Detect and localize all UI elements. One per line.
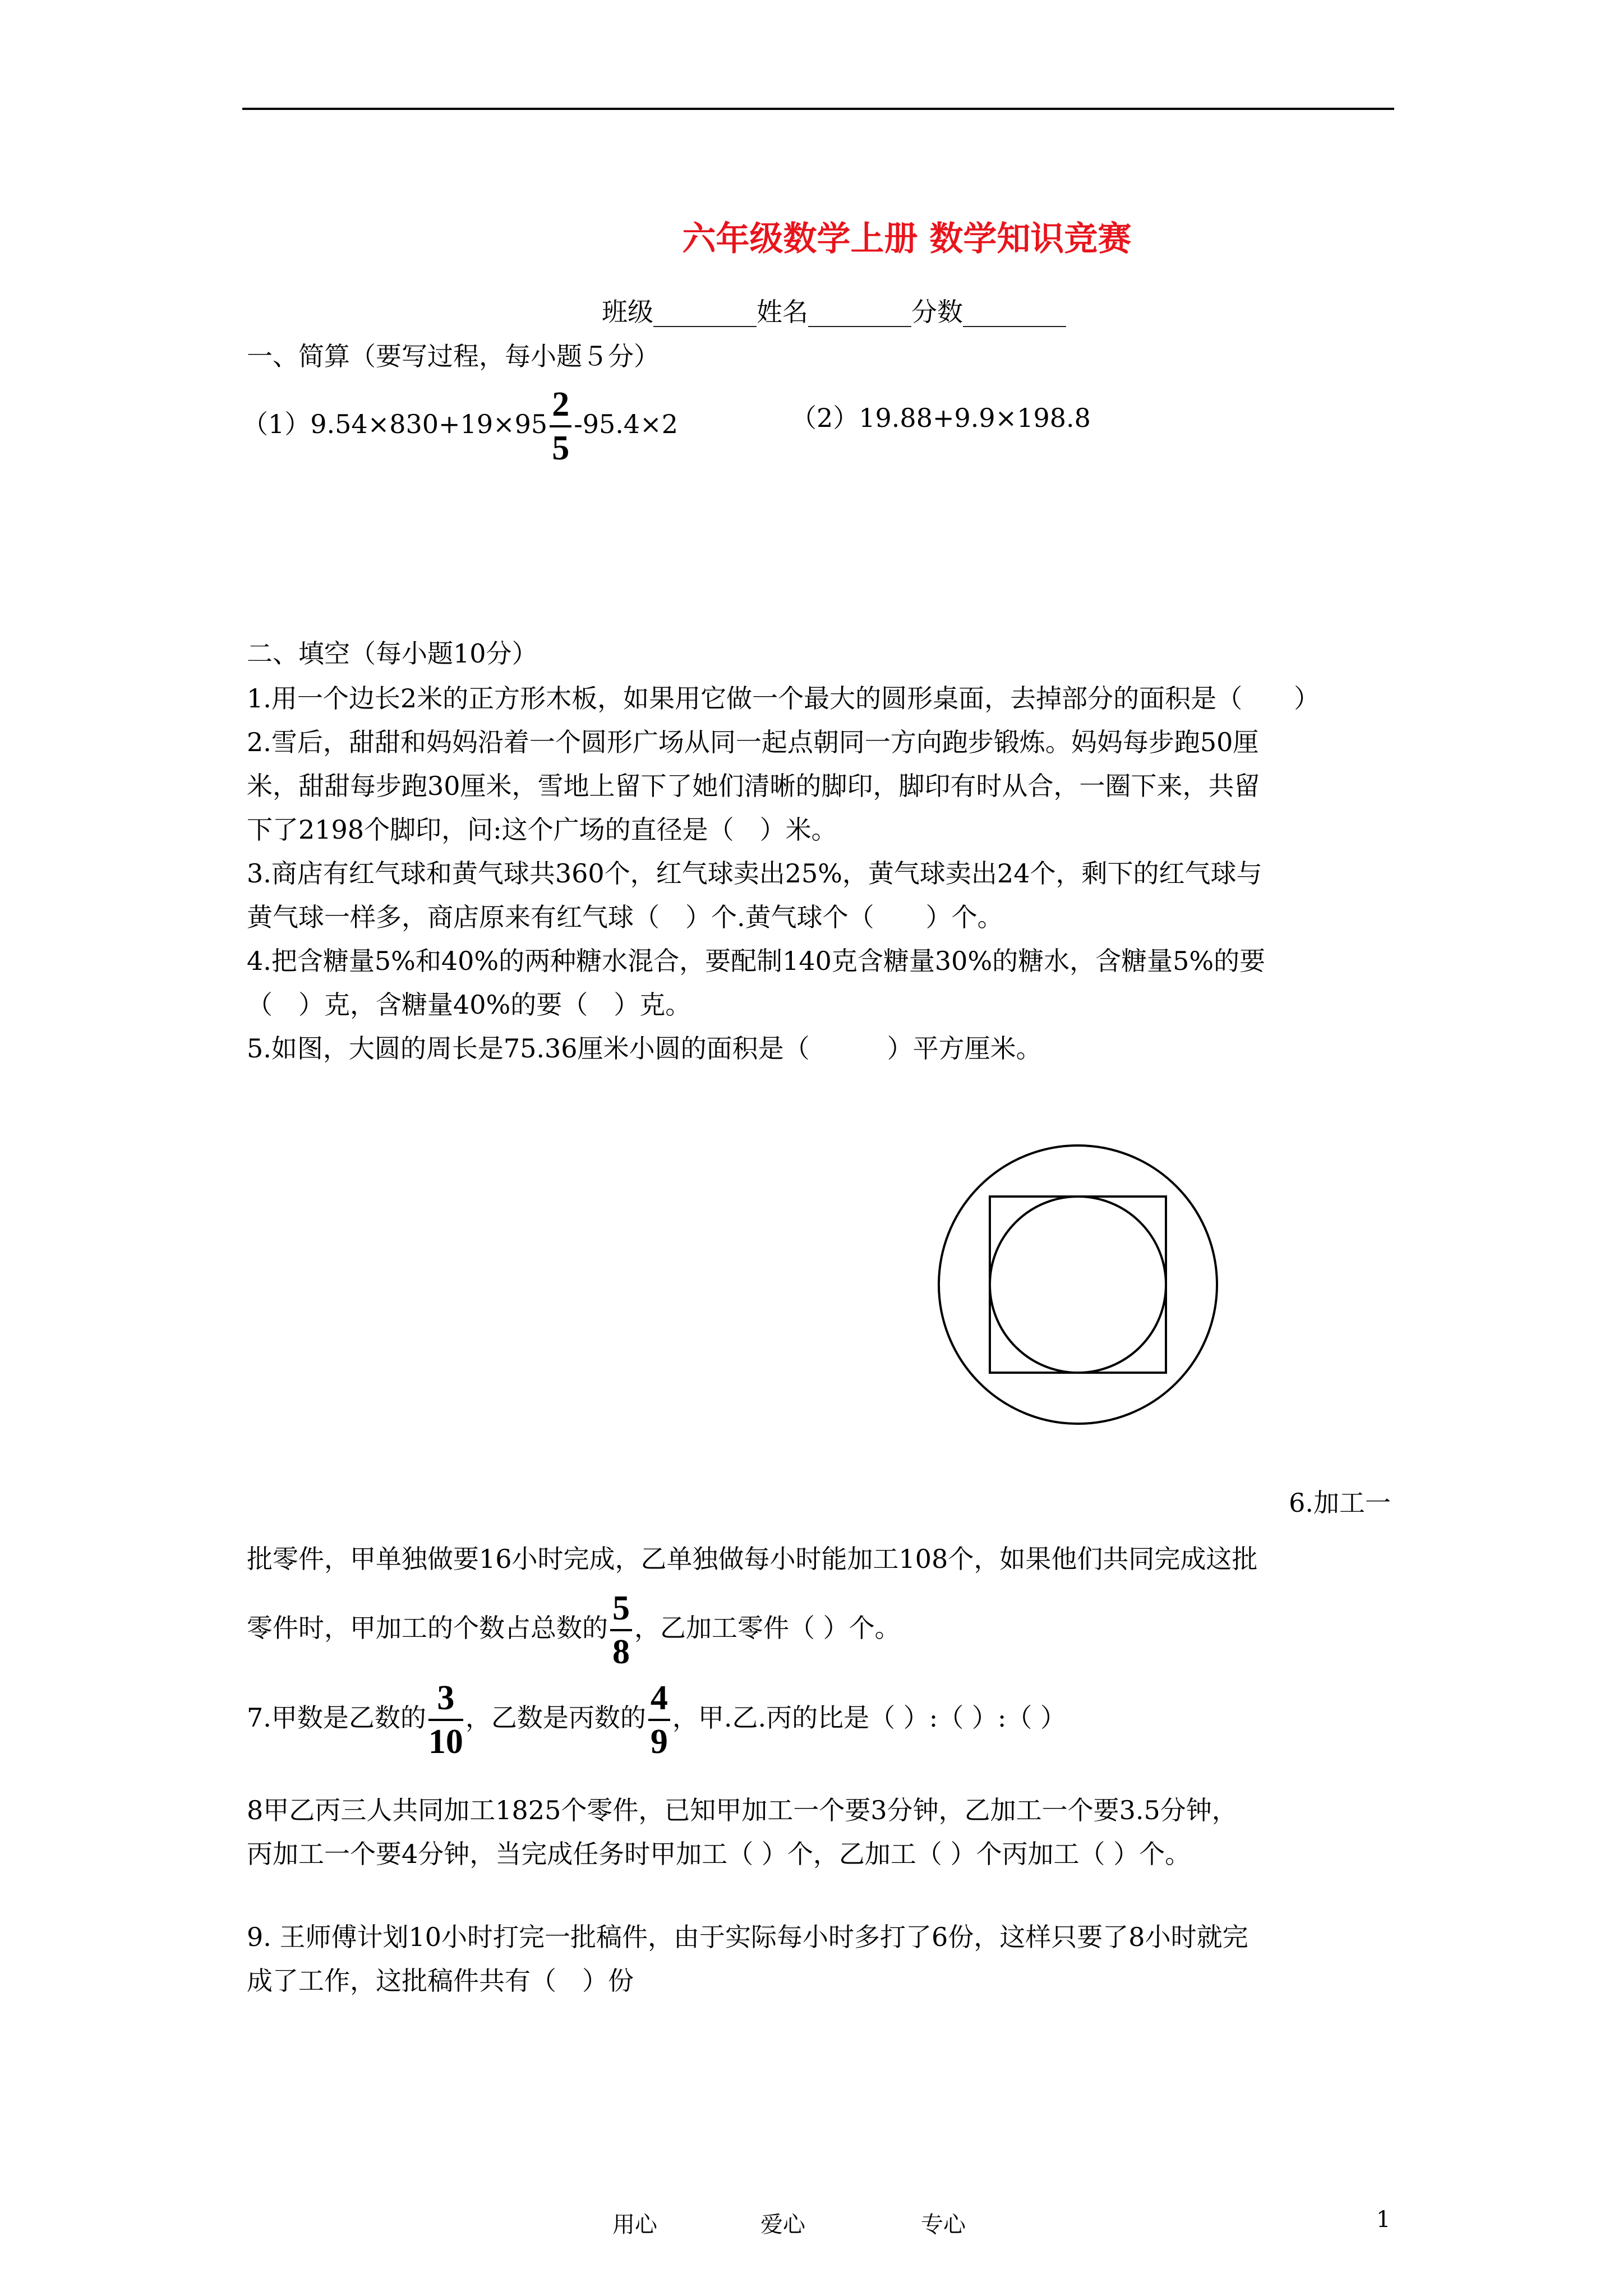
question-6-line-1: 6.加工一 xyxy=(1289,1488,1391,1518)
section2-heading: 二、填空（每小题10分） xyxy=(247,638,538,669)
circle-square-figure xyxy=(934,1141,1221,1428)
q1-suffix: -95.4×2 xyxy=(574,409,678,439)
question-6-line-2: 批零件，甲单独做要16小时完成，乙单独做每小时能加工108个，如果他们共同完成这批 xyxy=(247,1544,1258,1574)
question-8-line-2: 丙加工一个要4分钟，当完成任务时甲加工（ ）个，乙加工（ ）个丙加工（ ）个。 xyxy=(247,1839,1191,1869)
q6-prefix: 零件时，甲加工的个数占总数的 xyxy=(247,1613,608,1643)
outer-circle xyxy=(939,1145,1217,1424)
section1-heading: 一、简算（要写过程，每小题５分） xyxy=(247,341,660,371)
q1-fraction xyxy=(550,387,571,466)
q7-fraction-1-numerator: 3 xyxy=(428,1681,463,1721)
q1-prefix: （1）9.54×830+19×95 xyxy=(242,409,548,439)
page-number: 1 xyxy=(1376,2207,1391,2233)
question-9-line-2: 成了工作，这批稿件共有（ ）份 xyxy=(247,1966,634,1996)
question-9-line-1: 9. 王师傅计划10小时打完一批稿件，由于实际每小时多打了6份，这样只要了8小时就完 xyxy=(247,1922,1248,1952)
q1-fraction-denominator: 5 xyxy=(552,429,570,467)
question-6-line-3 xyxy=(247,1591,1391,1669)
q7-fraction-1 xyxy=(428,1681,463,1759)
q7-fraction-2-denominator: 9 xyxy=(650,1723,668,1761)
footer-right: 专心 xyxy=(921,2212,966,2238)
q7-suffix: ，甲.乙.丙的比是（ ）:（ ）:（ ） xyxy=(672,1703,1066,1733)
question-5: 5.如图，大圆的周长是75.36厘米小圆的面积是（ ）平方厘米。 xyxy=(247,1033,1042,1064)
q6-fraction-denominator: 8 xyxy=(612,1633,630,1671)
question-7 xyxy=(247,1681,1391,1759)
student-info-line: 班级________姓名________分数________ xyxy=(602,297,1066,327)
question-3-line-1: 3.商店有红气球和黄气球共360个，红气球卖出25%，黄气球卖出24个，剩下的红气球与 xyxy=(247,858,1262,889)
question-3-line-2: 黄气球一样多，商店原来有红气球（ ）个.黄气球个（ ）个。 xyxy=(247,902,1003,932)
q7-middle: ，乙数是丙数的 xyxy=(465,1703,646,1733)
question-1: 1.用一个边长2米的正方形木板，如果用它做一个最大的圆形桌面，去掉部分的面积是（ ） xyxy=(247,683,1320,714)
question-2-line-3: 下了2198个脚印，问:这个广场的直径是（ ）米。 xyxy=(247,815,837,845)
question-4-line-1: 4.把含糖量5%和40%的两种糖水混合，要配制140克含糖量30%的糖水，含糖量5%的要 xyxy=(247,946,1266,976)
header-rule xyxy=(242,108,1394,110)
q6-fraction-numerator: 5 xyxy=(610,1591,632,1631)
inner-circle xyxy=(990,1197,1166,1373)
footer-middle: 爱心 xyxy=(760,2212,805,2238)
question-8-line-1: 8甲乙丙三人共同加工1825个零件，已知甲加工一个要3分钟，乙加工一个要3.5分钟， xyxy=(247,1795,1238,1825)
q6-fraction xyxy=(610,1591,632,1669)
footer-left: 用心 xyxy=(612,2212,657,2238)
q7-fraction-1-denominator: 10 xyxy=(428,1723,463,1761)
section1-questions xyxy=(242,385,1391,467)
page-title: 六年级数学上册 数学知识竞赛 xyxy=(682,219,1132,259)
q7-prefix: 7.甲数是乙数的 xyxy=(247,1703,426,1733)
q6-suffix: ，乙加工零件（ ）个。 xyxy=(634,1613,901,1643)
question-2-line-2: 米，甜甜每步跑30厘米，雪地上留下了她们清晰的脚印，脚印有时从合，一圈下来，共留 xyxy=(247,771,1260,801)
question-4-line-2: （ ）克，含糖量40%的要（ ）克。 xyxy=(247,990,691,1020)
q7-fraction-2-numerator: 4 xyxy=(648,1681,670,1721)
q1-fraction-numerator: 2 xyxy=(550,387,571,427)
question-2-line-1: 2.雪后，甜甜和妈妈沿着一个圆形广场从同一起点朝同一方向跑步锻炼。妈妈每步跑50厘 xyxy=(247,727,1259,757)
q2-text: （2）19.88+9.9×198.8 xyxy=(791,403,1091,433)
q7-fraction-2 xyxy=(648,1681,670,1759)
